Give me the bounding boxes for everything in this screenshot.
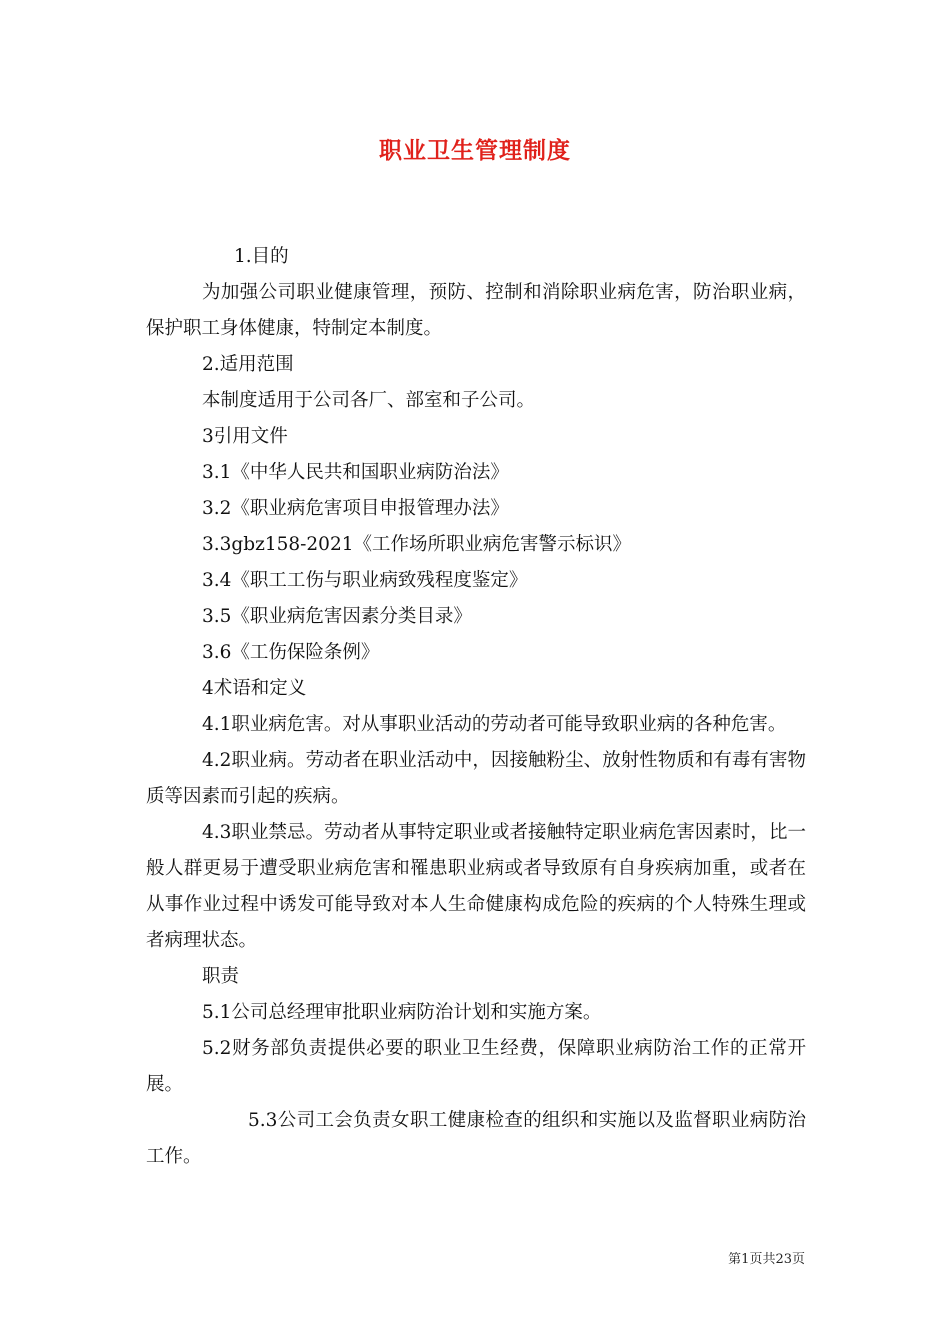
reference-item: 3.5《职业病危害因素分类目录》 xyxy=(202,606,472,627)
reference-item: 3.6《工伤保险条例》 xyxy=(202,642,380,663)
reference-item: 3.4《职工工伤与职业病致残程度鉴定》 xyxy=(202,570,528,591)
responsibility-paragraph: 5.3公司工会负责女职工健康检查的组织和实施以及监督职业病防治工作。 xyxy=(146,1110,806,1167)
responsibility-paragraph: 5.1公司总经理审批职业病防治计划和实施方案。 xyxy=(202,1002,602,1023)
section-heading-responsibilities: 职责 xyxy=(202,966,240,987)
section-heading-scope: 2.适用范围 xyxy=(202,354,294,375)
paragraph-scope: 本制度适用于公司各厂、部室和子公司。 xyxy=(202,390,536,411)
document-title: 职业卫生管理制度 xyxy=(379,137,571,164)
section-heading-terms: 4术语和定义 xyxy=(202,678,307,699)
definition-paragraph: 4.2职业病。劳动者在职业活动中，因接触粉尘、放射性物质和有毒有害物质等因素而引起的疾病。 xyxy=(146,750,806,807)
definition-paragraph: 4.3职业禁忌。劳动者从事特定职业或者接触特定职业病危害因素时，比一般人群更易于遭受职业病危害和罹患职业病或者导致原有自身疾病加重，或者在从事作业过程中诱发可能导致对本人生命健康构成危险的疾病的个人特殊生理或者病理状态。 xyxy=(146,822,806,951)
definition-paragraph: 4.1职业病危害。对从事职业活动的劳动者可能导致职业病的各种危害。 xyxy=(202,714,787,735)
page-number: 第1页共23页 xyxy=(728,1252,805,1267)
section-heading-references: 3引用文件 xyxy=(202,426,288,447)
reference-item: 3.1《中华人民共和国职业病防治法》 xyxy=(202,462,509,483)
paragraph-purpose: 为加强公司职业健康管理，预防、控制和消除职业病危害，防治职业病，保护职工身体健康，特制定本制度。 xyxy=(146,282,806,339)
reference-item: 3.2《职业病危害项目申报管理办法》 xyxy=(202,498,509,519)
reference-item: 3.3gbz158-2021《工作场所职业病危害警示标识》 xyxy=(202,534,631,555)
document-body xyxy=(146,239,806,1175)
responsibility-paragraph: 5.2财务部负责提供必要的职业卫生经费，保障职业病防治工作的正常开展。 xyxy=(146,1038,806,1095)
section-heading-purpose: 1.目的 xyxy=(234,246,289,267)
